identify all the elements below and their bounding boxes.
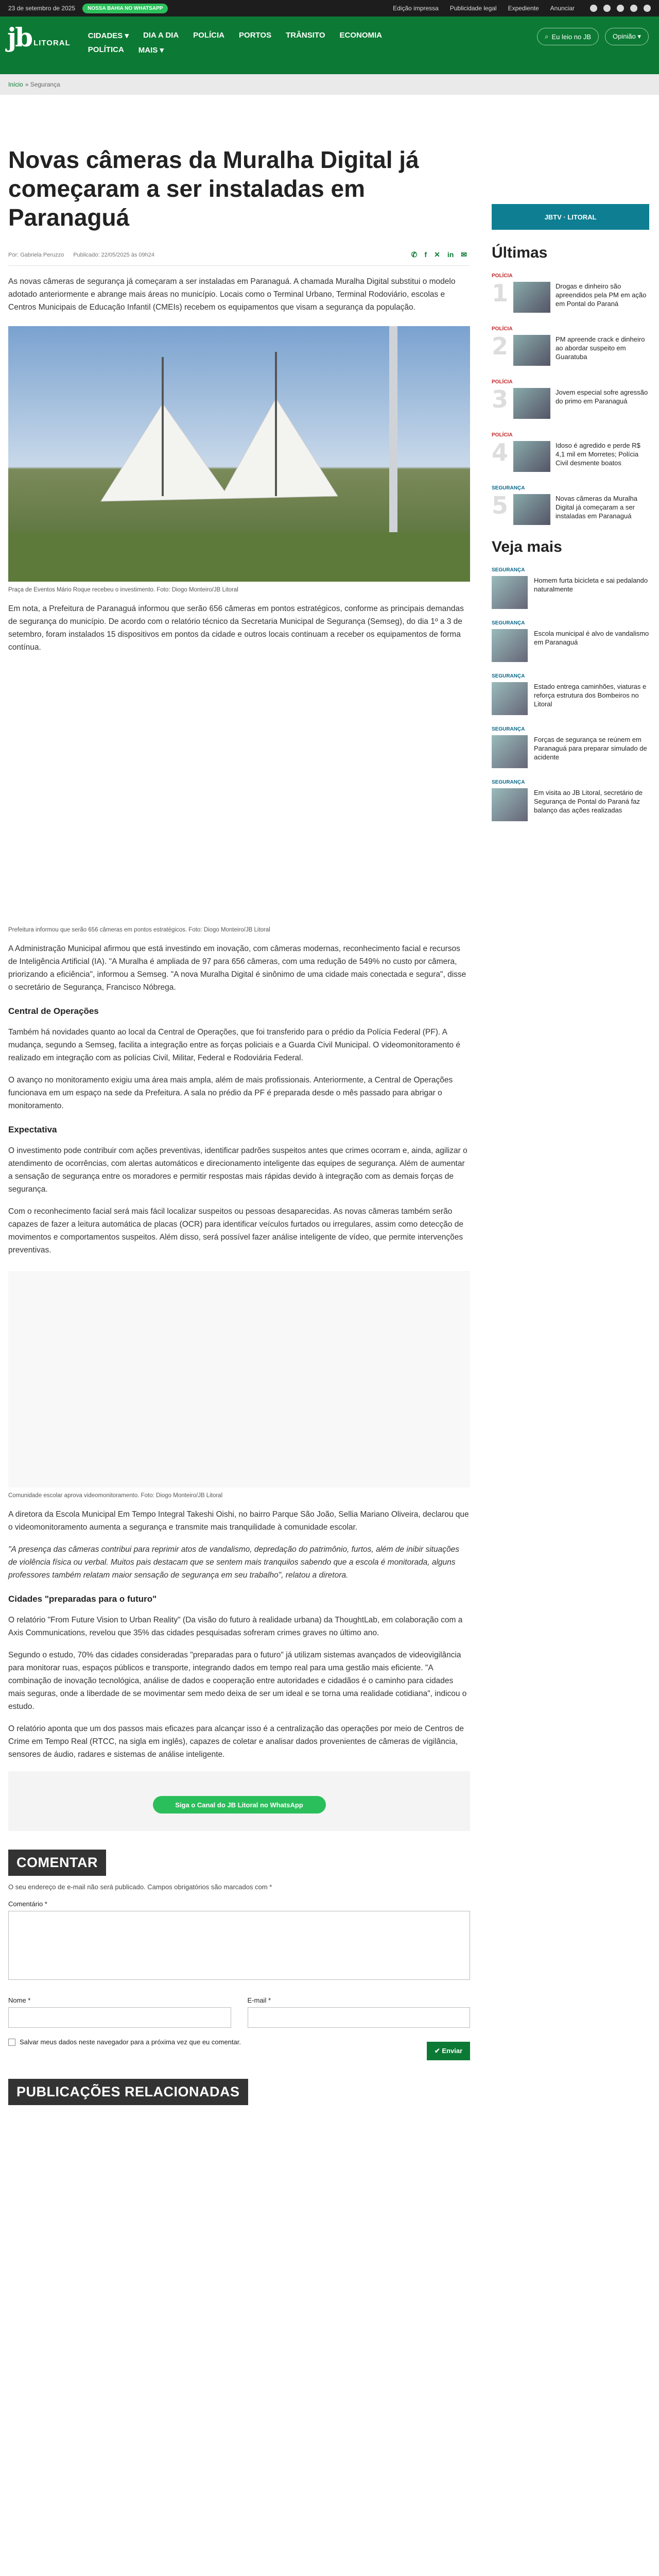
comment-fields: [8, 1987, 470, 2028]
facebook-icon[interactable]: [590, 5, 597, 12]
name-label: Nome *: [8, 1996, 31, 2004]
sidebar: [492, 95, 649, 2105]
photo-caption-3: Comunidade escolar aprova videomonitoramento. Foto: Diogo Monteiro/JB Litoral: [8, 1493, 223, 1499]
email-input[interactable]: [248, 2007, 471, 2028]
vejamais-item[interactable]: [492, 673, 649, 715]
menu-transito[interactable]: TRÂNSITO: [286, 31, 325, 40]
ultimas-number: 4: [492, 438, 509, 466]
ultimas-text: PM apreende crack e dinheiro ao abordar suspeito em Guaratuba: [556, 335, 645, 361]
main-navbar: [0, 16, 659, 74]
site-logo[interactable]: [7, 22, 71, 53]
ultimas-text: Jovem especial sofre agressão do primo em Paranaguá: [556, 388, 648, 405]
comment-label: Comentário *: [8, 1900, 47, 1908]
ultimas-item[interactable]: [492, 432, 649, 472]
article-p6: O investimento pode contribuir com ações preventivas, identificar padrões suspeitos antes que crimes ocorram e, ainda, agilizar o atendimento de ocorrências, com alertas automáticos e direcionamento inteligente das equipes de segurança. Além de aumentar a sensação de segurança entre os moradores e permitir respostas mais rápidas devido à integração com as demais forças de segurança.: [8, 1146, 467, 1194]
tent-illustration: [8, 326, 470, 582]
logo-jb: jb: [7, 22, 32, 53]
instagram-icon[interactable]: [603, 5, 611, 12]
vejamais-text: Forças de segurança se reúnem em Paranaguá para preparar simulado de acidente: [534, 736, 647, 761]
vejamais-item[interactable]: [492, 567, 649, 609]
comment-title: COMENTAR: [8, 1850, 106, 1876]
article-title: Novas câmeras da Muralha Digital já começaram a ser instaladas em Paranaguá: [8, 146, 419, 231]
article-photo: [8, 326, 470, 582]
top-date: 23 de setembro de 2025: [8, 5, 76, 12]
opiniao-button[interactable]: [605, 28, 649, 45]
nav-right: [537, 26, 649, 45]
vejamais-text: Em visita ao JB Litoral, secretário de Segurança de Pontal do Paraná faz balanço das ações realizadas: [534, 789, 643, 814]
article-p9: "A presença das câmeras contribui para reprimir atos de vandalismo, depredação do patrimônio, furtos, além de inibir situações de violência física ou verbal. Muitos pais destacam que se sentem mais tranquilos sabendo que a escola é monitorada, alguns professores também relatam maior sensação de segurança em seu trabalho", relatou a diretora.: [8, 1545, 459, 1580]
top-social: [590, 5, 651, 12]
email-field-wrap: [248, 1987, 471, 2028]
breadcrumb: [0, 74, 659, 95]
whatsapp-cta-box: [8, 1771, 470, 1831]
vejamais-thumb: [492, 682, 528, 715]
comment-note: O seu endereço de e-mail não será publicado. Campos obrigatórios são marcados com *: [8, 1883, 272, 1891]
ultimas-text: Novas câmeras da Muralha Digital já começaram a ser instaladas em Paranaguá: [556, 495, 637, 520]
heading-expectativa: Expectativa: [8, 1125, 57, 1134]
ultimas-number: 2: [492, 332, 509, 360]
vejamais-thumb: [492, 629, 528, 662]
eu-leio-button[interactable]: [537, 28, 599, 45]
menu-economia[interactable]: ECONOMIA: [339, 31, 382, 40]
ultimas-item[interactable]: [492, 273, 649, 313]
top-link-expediente[interactable]: Expediente: [508, 5, 539, 12]
remember-checkbox[interactable]: [8, 2039, 15, 2046]
main-menu: [88, 26, 392, 55]
logo-litoral: LITORAL: [33, 39, 71, 47]
ultimas-number: 1: [492, 279, 509, 307]
photo-caption-2: Prefeitura informou que serão 656 câmeras em pontos estratégicos. Foto: Diogo Monteiro/JB Litoral: [8, 927, 270, 933]
share-email-icon[interactable]: ✉: [461, 250, 467, 259]
menu-portos[interactable]: PORTOS: [239, 31, 272, 40]
related-title: PUBLICAÇÕES RELACIONADAS: [8, 2079, 248, 2105]
remember-label: Salvar meus dados neste navegador para a próxima vez que eu comentar.: [20, 2038, 241, 2046]
vejamais-thumb: [492, 735, 528, 768]
article-main: [8, 95, 470, 2105]
breadcrumb-current: » Segurança: [25, 81, 60, 88]
ultimas-title: Últimas: [492, 244, 548, 261]
menu-cidades[interactable]: CIDADES ▾: [88, 31, 129, 40]
article-p5: O avanço no monitoramento exigiu uma área mais ampla, além de mais profissionais. Anteriormente, a Central de Operações funcionava em um espaço na sede da Prefeitura. A sala no prédio da PF é preparada desde o mês passado para abrigar o monitoramento.: [8, 1076, 453, 1110]
comment-textarea[interactable]: [8, 1911, 470, 1980]
name-input[interactable]: [8, 2007, 231, 2028]
article-p7: Com o reconhecimento facial será mais fácil localizar suspeitos ou pessoas desaparecidas. As novas câmeras também serão capazes de fazer a leitura automática de placas (OCR) para identificar veículos furtados ou irregulares, assim como detecção de movimentos e comportamentos suspeitos. Além disso, será possível fazer análise inteligente de vídeo, que permite intervenções preventivas.: [8, 1207, 463, 1255]
whatsapp-channel-button[interactable]: Siga o Canal do JB Litoral no WhatsApp: [153, 1796, 326, 1814]
article-author: Por: Gabriela Peruzzo: [8, 251, 64, 258]
vejamais-title: Veja mais: [492, 538, 562, 555]
ultimas-category: POLÍCIA: [492, 273, 513, 279]
vejamais-category: SEGURANÇA: [492, 567, 525, 573]
vejamais-item[interactable]: [492, 726, 649, 768]
share-x-icon[interactable]: ✕: [434, 250, 440, 259]
ultimas-number: 5: [492, 492, 509, 519]
name-field-wrap: [8, 1987, 231, 2028]
ultimas-item[interactable]: [492, 379, 649, 419]
article-p2: Em nota, a Prefeitura de Paranaguá informou que serão 656 câmeras em pontos estratégicos, conforme as principais demandas de segurança do município. De acordo com o relatório técnico da Secretaria Municipal de Segurança (Semseg), do dia 1º a 3 de setembro, foram instalados 15 dispositivos em pontos da cidade e outros locais continuam a receber os equipamentos de forma contínua.: [8, 604, 464, 652]
ultimas-text: Drogas e dinheiro são apreendidos pela PM em ação em Pontal do Paraná: [556, 282, 647, 308]
heading-cidades: Cidades "preparadas para o futuro": [8, 1594, 157, 1604]
vejamais-list: [492, 567, 649, 821]
breadcrumb-home[interactable]: Início: [8, 81, 23, 88]
vejamais-text: Escola municipal é alvo de vandalismo em Paranaguá: [534, 630, 649, 646]
vejamais-category: SEGURANÇA: [492, 779, 525, 785]
ultimas-thumb: [513, 494, 550, 525]
share-bar: [411, 250, 467, 259]
ultimas-category: POLÍCIA: [492, 432, 513, 438]
article-p12: O relatório aponta que um dos passos mais eficazes para alcançar isso é a centralização das operações por meio de Centros de Crime em Tempo Real (RTCC, na sigla em inglês), capazes de coletar e analisar dados provenientes de câmeras de vigilância, sensores de áudio, radares e sistemas de análise inteligente.: [8, 1724, 464, 1759]
share-whatsapp-icon[interactable]: ✆: [411, 250, 418, 259]
ultimas-item[interactable]: [492, 326, 649, 366]
vejamais-thumb: [492, 788, 528, 821]
vejamais-text: Estado entrega caminhões, viaturas e reforça estrutura dos Bombeiros no Litoral: [534, 683, 647, 708]
whatsapp-icon[interactable]: [644, 5, 651, 12]
send-button[interactable]: ✔ Enviar: [427, 2042, 470, 2060]
photo-caption-1: Praça de Eventos Mário Roque recebeu o investimento. Foto: Diogo Monteiro/JB Litoral: [8, 587, 238, 593]
ultimas-number: 3: [492, 385, 509, 413]
menu-mais[interactable]: MAIS ▾: [138, 46, 164, 55]
heading-central: Central de Operações: [8, 1006, 99, 1016]
meta-divider: [8, 265, 470, 266]
vejamais-category: SEGURANÇA: [492, 620, 525, 626]
ultimas-thumb: [513, 388, 550, 419]
ultimas-thumb: [513, 335, 550, 366]
menu-politica[interactable]: POLÍTICA: [88, 45, 124, 54]
top-link-anunciar[interactable]: Anunciar: [550, 5, 575, 12]
ultimas-category: POLÍCIA: [492, 326, 513, 332]
ultimas-thumb: [513, 282, 550, 313]
vejamais-item[interactable]: [492, 779, 649, 821]
whatsapp-badge[interactable]: NOSSA BAHIA NO WHATSAPP: [82, 4, 168, 13]
top-link-publicidade[interactable]: Publicidade legal: [449, 5, 497, 12]
vejamais-item[interactable]: [492, 620, 649, 662]
article-p11: Segundo o estudo, 70% das cidades consideradas "preparadas para o futuro" já utilizam sistemas avançados de videovigilância para monitorar ruas, espaços públicos e transporte, integrando dados em tempo real para uma gestão mais eficiente. "A combinação de inovação tecnológica, análise de dados e cooperação entre autoridades e cidadãos é o caminho para cidades mais seguras, onde a liberdade de se movimentar sem medo deixa de ser um ideal e se torna uma realidade cotidiana", indicou o estudo.: [8, 1651, 467, 1711]
ultimas-thumb: [513, 441, 550, 472]
top-bar: [0, 0, 659, 16]
ultimas-category: SEGURANÇA: [492, 485, 525, 491]
top-link-edicao[interactable]: Edição impressa: [393, 5, 439, 12]
opiniao-label: Opinião ▾: [613, 32, 641, 40]
ultimas-category: POLÍCIA: [492, 379, 513, 385]
email-label: E-mail *: [247, 1996, 271, 2004]
sidebar-ad-banner[interactable]: JBTV · LITORAL: [492, 204, 649, 230]
ultimas-item[interactable]: [492, 485, 649, 525]
share-linkedin-icon[interactable]: in: [447, 250, 454, 259]
eu-leio-label: Eu leio no JB: [551, 32, 592, 41]
article-p4: Também há novidades quanto ao local da Central de Operações, que foi transferido para o prédio da Polícia Federal (PF). A mudança, segundo a Semseg, facilita a integração entre as forças policiais e a Guarda Civil Municipal. O videomonitoramento é realizado em integração com as polícias Civil, Militar, Federal e Rodoviária Federal.: [8, 1028, 460, 1062]
youtube-icon[interactable]: [630, 5, 637, 12]
embedded-media-2: [8, 654, 470, 922]
embedded-media-3: [8, 1271, 470, 1487]
vejamais-category: SEGURANÇA: [492, 726, 525, 732]
article-p3: A Administração Municipal afirmou que está investindo em inovação, com câmeras modernas, reconhecimento facial e recursos de Inteligência Artificial (IA). "A Muralha é ampliada de 97 para 656 câmeras, com uma redução de 549% no custo por câmera, priorizando a eficiência", informou a Semseg. "A nova Muralha Digital é sinônimo de uma cidade mais conectada e segura", disse o secretário de Segurança, Francisco Nóbrega.: [8, 944, 466, 992]
ultimas-list: [492, 273, 649, 525]
vejamais-thumb: [492, 576, 528, 609]
x-icon[interactable]: [617, 5, 624, 12]
content: [0, 95, 659, 2105]
vejamais-text: Homem furta bicicleta e sai pedalando naturalmente: [534, 577, 648, 593]
article-p8: A diretora da Escola Municipal Em Tempo Integral Takeshi Oishi, no bairro Parque São João, Sellia Mariano Oliveira, declarou que o videomonitoramento aumenta a segurança e transmite mais tranquilidade à comunidade escolar.: [8, 1510, 469, 1532]
remember-row: [8, 2038, 470, 2046]
menu-policia[interactable]: POLÍCIA: [193, 31, 225, 40]
top-links: [393, 5, 575, 12]
vejamais-category: SEGURANÇA: [492, 673, 525, 679]
article-published: Publicado: 22/05/2025 às 09h24: [73, 251, 155, 258]
ultimas-text: Idoso é agredido e perde R$ 4,1 mil em Morretes; Polícia Civil desmente boatos: [556, 442, 640, 467]
article-p10: O relatório "From Future Vision to Urban Reality" (Da visão do futuro à realidade urbana) da ThoughtLab, em colaboração com a Axis Communications, revelou que 35% das cidades pesquisadas sofreram crimes graves no último ano.: [8, 1616, 463, 1637]
search-icon: ⌕: [545, 32, 549, 40]
menu-dia-a-dia[interactable]: DIA A DIA: [143, 31, 179, 40]
article-meta: [8, 250, 470, 259]
share-facebook-icon[interactable]: f: [424, 250, 427, 259]
article-lead: As novas câmeras de segurança já começaram a ser instaladas em Paranaguá. A chamada Muralha Digital substitui o modelo adotado anteriormente e abrange mais áreas no município. Locais como o Terminal Urbano, Terminal Rodoviário, escolas e Centros Municipais de Educação Infantil (CMEIs) recebem os equipamentos que visam a segurança da população.: [8, 277, 456, 312]
